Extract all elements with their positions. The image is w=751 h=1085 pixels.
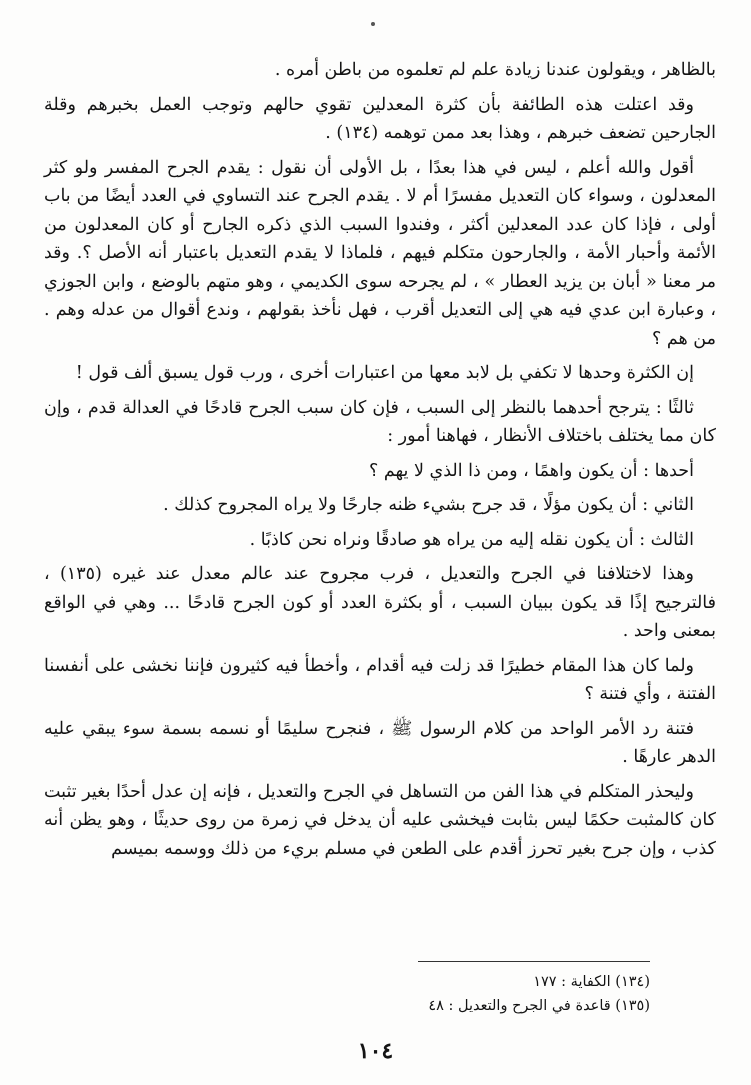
paragraph: ثالثًا : يترجح أحدهما بالنظر إلى السبب ، فإن كان سبب الجرح قادحًا في العدالة قدم ، وإن كان مما يختلف باختلاف الأنظار ، فهاهنا أمور :	[44, 397, 716, 446]
body-text	[44, 56, 716, 869]
footnote-divider	[418, 961, 650, 962]
footnote: (١٣٤) الكفاية : ١٧٧	[533, 974, 650, 990]
paragraph: ولما كان هذا المقام خطيرًا قد زلت فيه أقدام ، وأخطأ فيه كثيرون فإننا نخشى على أنفسنا الفتنة ، وأي فتنة ؟	[44, 655, 716, 704]
page-mark	[371, 22, 375, 26]
paragraph: وهذا لاختلافنا في الجرح والتعديل ، فرب مجروح عند عالم معدل عند غيره (١٣٥) ، فالترجيح إذًا قد يكون ببيان السبب ، أو بكثرة العدد أو كون الجرح قادحًا ... وهي في الواقع بمعنى واحد .	[44, 564, 716, 641]
page-number: ١٠٤	[357, 1038, 394, 1064]
footnotes	[90, 970, 650, 1018]
paragraph: بالظاهر ، ويقولون عندنا زيادة علم لم تعلموه من باطن أمره .	[274, 60, 716, 80]
paragraph: أقول والله أعلم ، ليس في هذا بعدًا ، بل الأولى أن نقول : يقدم الجرح المفسر ولو كثر المعدلون ، وسواء كان التعديل مفسرًا أم لا . يقدم الجرح عند التساوي في العدد أيضًا من باب أولى ، فإذا كان عدد المعدلين أكثر ، وفندوا السبب الذي ذكره الجارح أو كان المعدلون من الأئمة وأحبار الأمة ، والجارحون متكلم فيهم ، فلماذا لا يقدم التعديل باعتبار أنه الأصل ؟. وقد مر معنا « أبان بن يزيد العطار » ، لم يجرحه سوى الكديمي ، وهو متهم بالوضع ، وابن الجوزي ، وعبارة ابن عدي فيه هي إلى التعديل أقرب ، فهل نأخذ بقولهم ، وندع أقوال من عدله وهم . من هم ؟	[44, 157, 716, 349]
paragraph: وليحذر المتكلم في هذا الفن من التساهل في الجرح والتعديل ، فإنه إن عدل أحدًا بغير تثبت كان كالمثبت حكمًا ليس بثابت فيخشى عليه أن يدخل في زمرة من روى حديثًا ، وهو يظن أنه كذب ، وإن جرح بغير تحرز أقدم على الطعن في مسلم بريء من ذلك ووسمه بميسم	[44, 781, 716, 859]
paragraph: الثاني : أن يكون مؤلًا ، قد جرح بشيء ظنه جارحًا ولا يراه المجروح كذلك .	[163, 495, 694, 515]
paragraph: الثالث : أن يكون نقله إليه من يراه هو صادقًا ونراه نحن كاذبًا .	[249, 529, 694, 550]
footnote: (١٣٥) قاعدة في الجرح والتعديل : ٤٨	[428, 998, 650, 1014]
paragraph: وقد اعتلت هذه الطائفة بأن كثرة المعدلين تقوي حالهم وتوجب العمل بخبرهم وقلة الجارحين تضعف خبرهم ، وهذا بعد ممن توهمه (١٣٤) .	[44, 94, 716, 143]
paragraph: أحدها : أن يكون واهمًا ، ومن ذا الذي لا يهم ؟	[368, 460, 694, 481]
paragraph: إن الكثرة وحدها لا تكفي بل لابد معها من اعتبارات أخرى ، ورب قول يسبق ألف قول !	[75, 363, 694, 383]
paragraph: فتنة رد الأمر الواحد من كلام الرسول ﷺ ، فنجرح سليمًا أو نسمه بسمة سوء يبقي عليه الدهر عارهًا .	[44, 718, 716, 767]
